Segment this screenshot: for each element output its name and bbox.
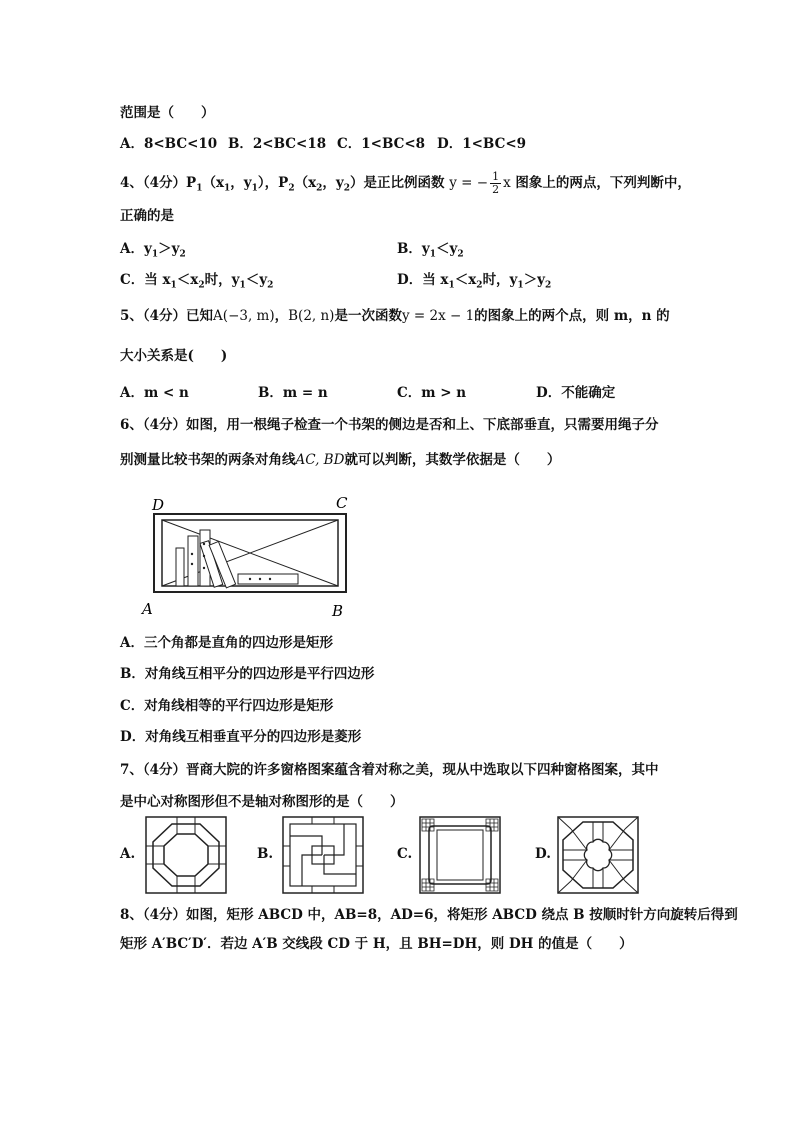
fig-label-b: B <box>332 602 344 620</box>
q5-option-c[interactable]: C．m > n <box>397 385 467 401</box>
q6-stem-line2: 别测量比较书架的两条对角线AC, BD就可以判断，其数学依据是（ ） <box>120 452 561 468</box>
lattice-c-figure[interactable] <box>419 816 501 894</box>
q7-stem-line2: 是中心对称图形但不是轴对称图形的是（ ） <box>120 794 404 810</box>
q4-stem-line2: 正确的是 <box>120 208 174 224</box>
q7-label-b[interactable]: B. <box>257 846 274 862</box>
q4-option-d[interactable]: D．当 $x_1<x_2$时，$y_1>y_2$ <box>397 272 552 291</box>
q3-option-d[interactable]: D．1<BC<9 <box>437 136 527 152</box>
q4-option-c[interactable]: C．当 $x_1<x_2$时，$y_1<y_2$ <box>120 272 274 291</box>
q4-option-b[interactable]: B．$y_1<y_2$ <box>397 241 464 260</box>
bookshelf-figure <box>140 492 360 620</box>
q4-function: y = − $\frac{1}{2}$ x <box>449 170 511 196</box>
q7-label-d[interactable]: D. <box>535 846 551 862</box>
q5-stem-line2: 大小关系是( ) <box>120 348 228 364</box>
q6-option-a[interactable]: A．三个角都是直角的四边形是矩形 <box>120 635 333 651</box>
q3-tail: 范围是（ ） <box>120 105 215 121</box>
q5-option-b[interactable]: B．m = n <box>258 385 328 401</box>
q6-option-b[interactable]: B．对角线互相平分的四边形是平行四边形 <box>120 666 375 682</box>
q5-stem: 5、（4分）已知A(−3, m)，B(2, n)是一次函数y = 2x − 1的图象上的两个点，则 m，n 的 <box>120 308 670 324</box>
q6-stem-line1: 6、（4分）如图，用一根绳子检查一个书架的侧边是否和上、下底部垂直，只需要用绳子分 <box>120 417 659 433</box>
q3-option-c[interactable]: C．1<BC<8 <box>337 136 426 152</box>
q3-option-a[interactable]: A．8<BC<10 <box>120 136 218 152</box>
q4-option-a[interactable]: A．$y_1>y_2$ <box>120 241 186 260</box>
fig-label-a: A <box>142 600 153 618</box>
lattice-b-figure[interactable] <box>282 816 364 894</box>
q7-label-a[interactable]: A. <box>120 846 136 862</box>
lattice-d-figure[interactable] <box>557 816 639 894</box>
q4-stem: 4、（4分）$P_1(x_1$，$y_1$），$P_2(x_2$，$y_2$）是正比例函数 y = − $\frac{1}{2}$ x 图象上的两点，下列判断中， <box>120 170 691 196</box>
q6-option-d[interactable]: D．对角线互相垂直平分的四边形是菱形 <box>120 729 362 745</box>
lattice-a-figure[interactable] <box>145 816 227 894</box>
q7-label-c[interactable]: C. <box>397 846 413 862</box>
q6-option-c[interactable]: C．对角线相等的平行四边形是矩形 <box>120 698 334 714</box>
q3-option-b[interactable]: B．2<BC<18 <box>228 136 327 152</box>
q8-stem-line1: 8、（4分）如图，矩形 ABCD 中，AB=8，AD=6，将矩形 ABCD 绕点 B 按顺时针方向旋转后得到 <box>120 907 738 923</box>
fig-label-d: D <box>152 496 165 514</box>
q8-stem-line2: 矩形 A′BC′D′．若边 A′B 交线段 CD 于 H，且 BH=DH，则 DH 的值是（ ） <box>120 936 633 952</box>
fig-label-c: C <box>336 494 348 512</box>
q5-option-a[interactable]: A．m < n <box>120 385 189 401</box>
q5-option-d[interactable]: D．不能确定 <box>536 385 616 401</box>
q7-stem-line1: 7、（4分）晋商大院的许多窗格图案蕴含着对称之美，现从中选取以下四种窗格图案，其中 <box>120 762 659 778</box>
